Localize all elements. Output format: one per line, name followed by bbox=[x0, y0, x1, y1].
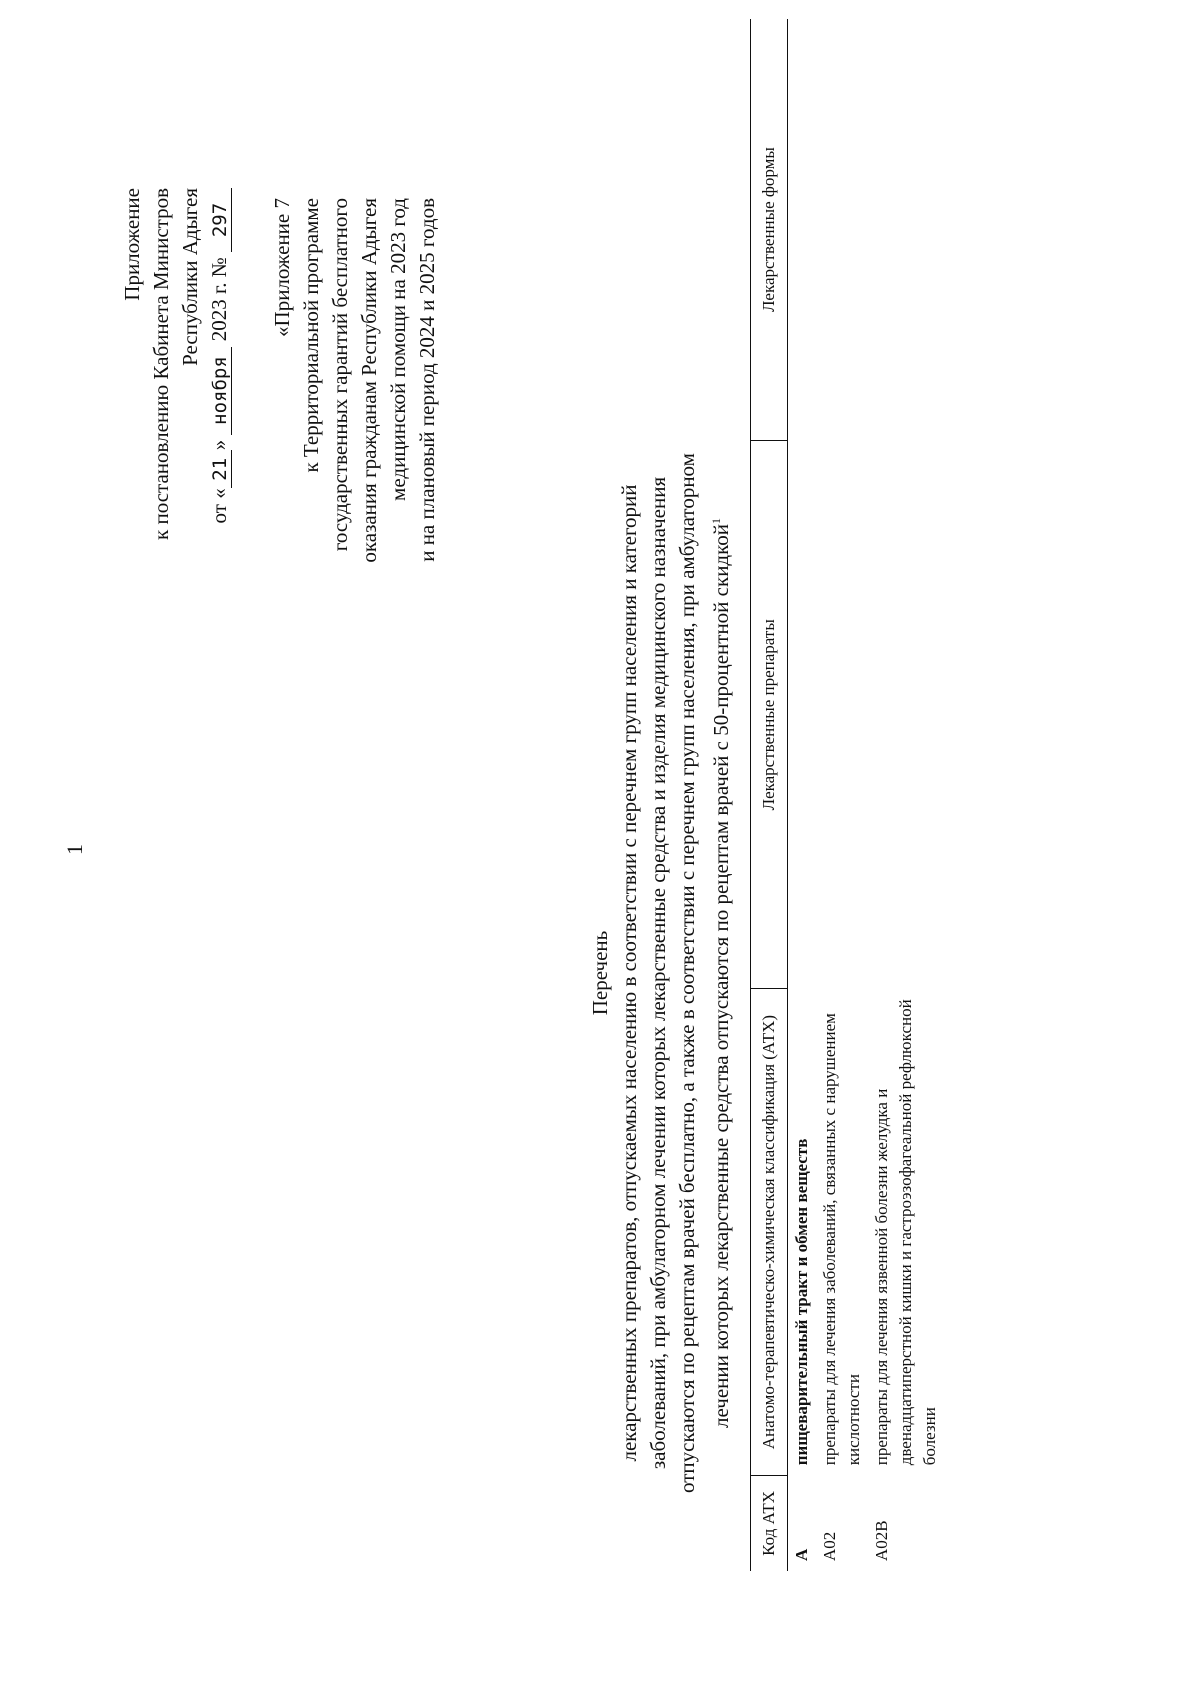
footnote-mark: 1 bbox=[709, 518, 723, 524]
dosage-form bbox=[788, 19, 817, 441]
atx-code: А02 bbox=[820, 1531, 839, 1561]
column-header-drugs: Лекарственные препараты bbox=[751, 441, 788, 989]
annex-header bbox=[118, 188, 234, 540]
heading-line: отпускаются по рецептам врачей бесплатно, а также в соответствии с перечнем групп населения, при амбулаторном bbox=[675, 453, 699, 1493]
program-annex-line: к Территориальной программе bbox=[299, 198, 323, 473]
atx-classification: препараты для лечения заболеваний, связанных с нарушением кислотности bbox=[820, 1013, 863, 1466]
table-row bbox=[868, 19, 944, 1571]
atx-classification: пищеварительный тракт и обмен веществ bbox=[792, 1138, 811, 1466]
program-annex-line: и на плановый период 2024 и 2025 годов bbox=[415, 198, 439, 562]
date-day-close: » bbox=[207, 439, 231, 451]
page-number: 1 bbox=[62, 844, 87, 855]
program-annex-line: оказания гражданам Республики Адыгея bbox=[357, 198, 381, 563]
program-annex-line: государственных гарантий бесплатного bbox=[328, 198, 352, 552]
atx-code: А bbox=[792, 1548, 811, 1561]
date-prefix: от « bbox=[207, 488, 231, 524]
annex-line: Республики Адыгея bbox=[178, 188, 202, 366]
program-annex-line: медицинской помощи на 2023 год bbox=[386, 198, 410, 501]
column-header-code: Код АТХ bbox=[751, 1475, 788, 1571]
heading-line-text: лечении которых лекарственные средства отпускаются по рецептам врачей с 50-процентной скидкой bbox=[709, 524, 733, 1429]
annex-line: к постановлению Кабинета Министров bbox=[149, 188, 173, 540]
atx-table bbox=[750, 19, 944, 1571]
column-header-classification: Анатомо-терапевтическо-химическая классификация (АТХ) bbox=[751, 989, 788, 1475]
drug-name bbox=[868, 441, 944, 989]
atx-code: А02В bbox=[872, 1520, 891, 1561]
dosage-form bbox=[868, 19, 944, 441]
date-day: 21 bbox=[209, 450, 232, 488]
program-annex-header bbox=[268, 198, 442, 563]
column-header-forms: Лекарственные формы bbox=[751, 19, 788, 441]
annex-date-line bbox=[205, 188, 234, 540]
annex-title: Приложение bbox=[120, 188, 144, 301]
document-heading bbox=[586, 413, 736, 1533]
heading-title: Перечень bbox=[588, 930, 612, 1016]
drug-name bbox=[788, 441, 817, 989]
document-number: 297 bbox=[209, 188, 232, 252]
heading-line: лекарственных препаратов, отпускаемых населению в соответствии с перечнем групп населения и категорий bbox=[617, 484, 641, 1462]
program-annex-line: «Приложение 7 bbox=[270, 198, 294, 337]
heading-line: заболеваний, при амбулаторном лечении которых лекарственные средства и изделия медицинского назначения bbox=[646, 476, 670, 1470]
table-row bbox=[788, 19, 817, 1571]
drug-name bbox=[816, 441, 868, 989]
date-year: 2023 г. № bbox=[207, 257, 231, 342]
dosage-form bbox=[816, 19, 868, 441]
table-row bbox=[816, 19, 868, 1571]
heading-line bbox=[702, 413, 736, 1533]
table-header-row bbox=[751, 19, 788, 1571]
atx-classification: препараты для лечения язвенной болезни желудка и двенадцатиперстной кишки и гастроэзофагеальной рефлюксной болезни bbox=[872, 999, 939, 1466]
date-month: ноября bbox=[209, 347, 232, 435]
